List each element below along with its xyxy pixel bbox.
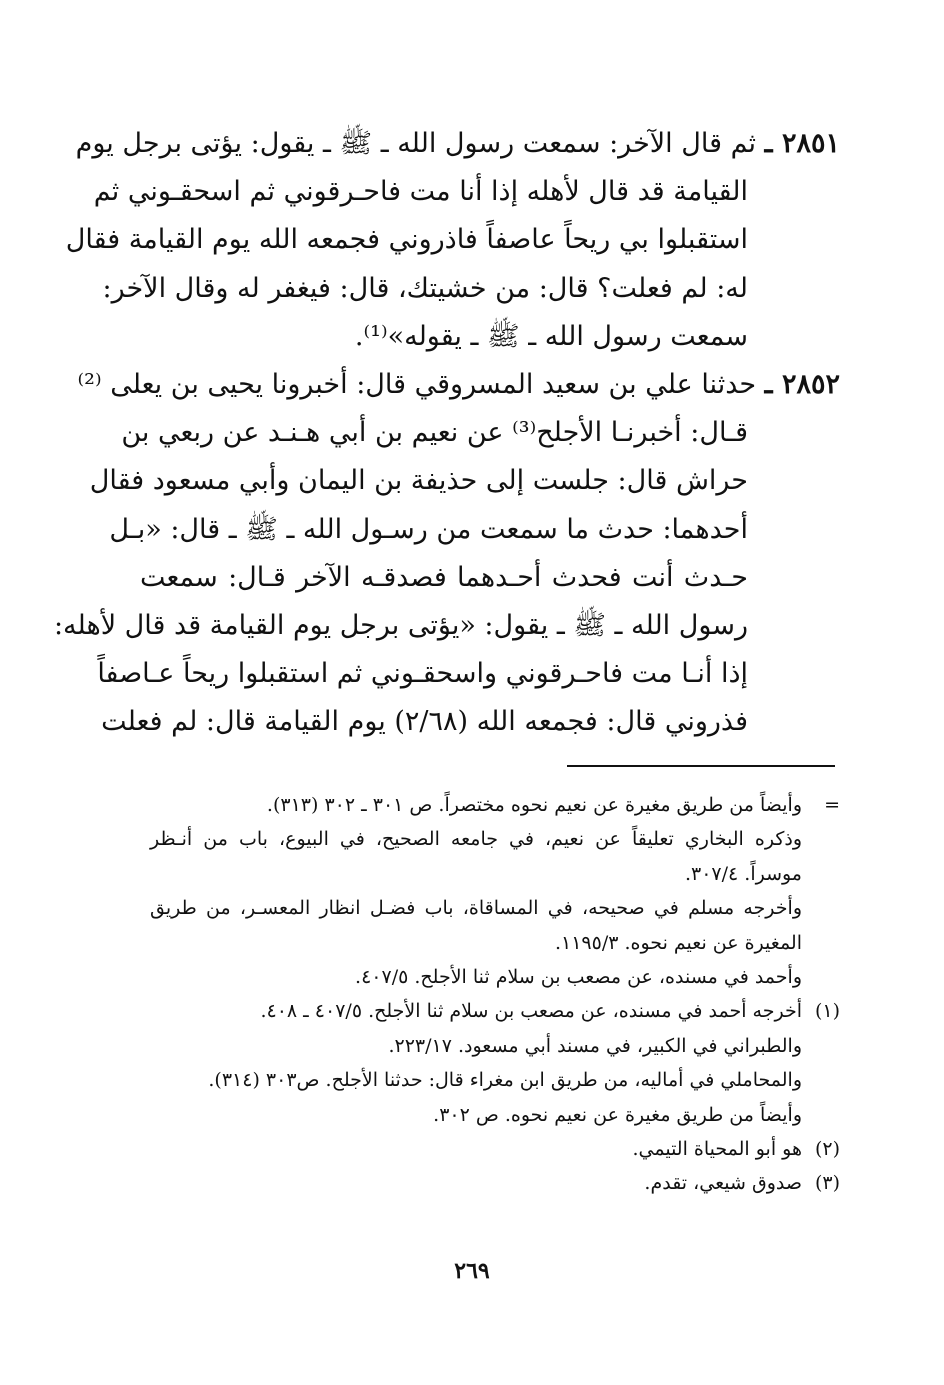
footnote-line: وأيضاً من طريق مغيرة عن نعيم نحوه. ص ٣٠٢. bbox=[433, 1103, 802, 1126]
entry-line: إذا أنـا مت فاحـرقوني واسحقـوني ثم استقبلوا ريحاً عـاصفاً bbox=[97, 658, 748, 690]
entry-line-text: حدثنا علي بن سعيد المسروقي قال: أخبرونا يحيى بن يعلى ⁽²⁾ bbox=[77, 369, 757, 401]
entry-line: له: لم فعلت؟ قال: من خشيتك، قال: فيغفر له وقال الآخر: bbox=[102, 272, 748, 304]
entry-line: حـدث أنت فحدث أحـدهما فصدقـه الآخر قـال: سمعت bbox=[140, 561, 748, 593]
footnote-continued bbox=[150, 788, 840, 994]
entry-line: رسول الله ـ ﷺ ـ يقول: «يؤتى برجل يوم القيامة قد قال لأهله: bbox=[53, 610, 748, 642]
footnote-1 bbox=[150, 994, 840, 1132]
entry-line: أحدهما: حدث ما سمعت من رسـول الله ـ ﷺ ـ قال: «بـل bbox=[109, 513, 748, 545]
footnote-body bbox=[150, 788, 802, 994]
footnote-line: وذكره البخاري تعليقاً عن نعيم، في جامعه الصحيح، في البيوع، باب من أنـظر bbox=[150, 828, 802, 851]
footnote-line: المغيرة عن نعيم نحوه. ١١٩٥/٣. bbox=[554, 931, 802, 954]
hadith-entry-2852 bbox=[53, 361, 840, 747]
footnote-body bbox=[150, 1166, 802, 1200]
main-text bbox=[53, 120, 840, 747]
entry-line: حراش قال: جلست إلى حذيفة بن اليمان وأبي مسعود فقال bbox=[89, 465, 748, 497]
footnote-line: موسراً. ٣٠٧/٤. bbox=[684, 862, 802, 885]
entry-line: قـال: أخبرنـا الأجلح⁽³⁾ عن نعيم بن أبي هـنـد عن ربعي بن bbox=[121, 417, 748, 449]
footnote-line: وأيضاً من طريق مغيرة عن نعيم نحوه مختصراً. ص ٣٠١ ـ ٣٠٢ (٣١٣). bbox=[266, 794, 802, 816]
footnote-line: وأخرجه مسلم في صحيحه، في المساقاة، باب فضـل انظار المعسـر، من طريق bbox=[150, 897, 802, 920]
footnote-2 bbox=[150, 1132, 840, 1166]
entry-number: ٢٨٥١ ـ bbox=[764, 128, 840, 159]
footnote-line: والمحاملي في أماليه، من طريق ابن مغراء قال: حدثنا الأجلح. ص٣٠٣ (٣١٤). bbox=[208, 1069, 802, 1092]
page-number: ٢٦٩ bbox=[454, 1258, 490, 1284]
footnote-line: هو أبو المحياة التيمي. bbox=[632, 1138, 802, 1161]
footnote-line: أخرجه أحمد في مسنده، عن مصعب بن سلام ثنا الأجلح. ٤٠٧/٥ ـ ٤٠٨. bbox=[260, 1000, 802, 1023]
entry-line: استقبلوا بي ريحاً عاصفاً فاذروني فجمعه الله يوم القيامة فقال bbox=[65, 224, 748, 256]
footnote-mark: (٢) bbox=[814, 1138, 840, 1161]
entry-line bbox=[77, 361, 840, 409]
footnote-mark: (١) bbox=[814, 1000, 840, 1023]
footnote-separator bbox=[567, 765, 835, 767]
footnote-line: صدوق شيعي، تقدم. bbox=[644, 1172, 802, 1195]
footnote-line: والطبراني في الكبير، في مسند أبي مسعود. ٢٢٣/١٧. bbox=[388, 1034, 802, 1057]
footnote-mark: (٣) bbox=[814, 1172, 840, 1195]
entry-line: فذروني قال: فجمعه الله (٢/٦٨) يوم القيامة قال: لم فعلت bbox=[101, 706, 748, 738]
entry-line: سمعت رسول الله ـ ﷺ ـ يقوله»⁽¹⁾. bbox=[354, 320, 748, 352]
entry-line: القيامة قد قال لأهله إذا أنا مت فاحـرقوني ثم اسحقـوني ثم bbox=[93, 176, 748, 208]
footnote-line: وأحمد في مسنده، عن مصعب بن سلام ثنا الأجلح. ٤٠٧/٥. bbox=[355, 966, 802, 989]
entry-line-text: ثم قال الآخر: سمعت رسول الله ـ ﷺ ـ يقول: يؤتى برجل يوم bbox=[75, 128, 757, 159]
footnote-3 bbox=[150, 1166, 840, 1200]
footnote-body bbox=[150, 994, 802, 1132]
hadith-entry-2851 bbox=[65, 120, 840, 361]
footnote-body bbox=[150, 1132, 802, 1166]
footnotes bbox=[150, 788, 840, 1201]
entry-number: ٢٨٥٢ ـ bbox=[764, 369, 840, 401]
entry-line bbox=[75, 120, 840, 168]
footnote-mark: = bbox=[824, 794, 840, 816]
